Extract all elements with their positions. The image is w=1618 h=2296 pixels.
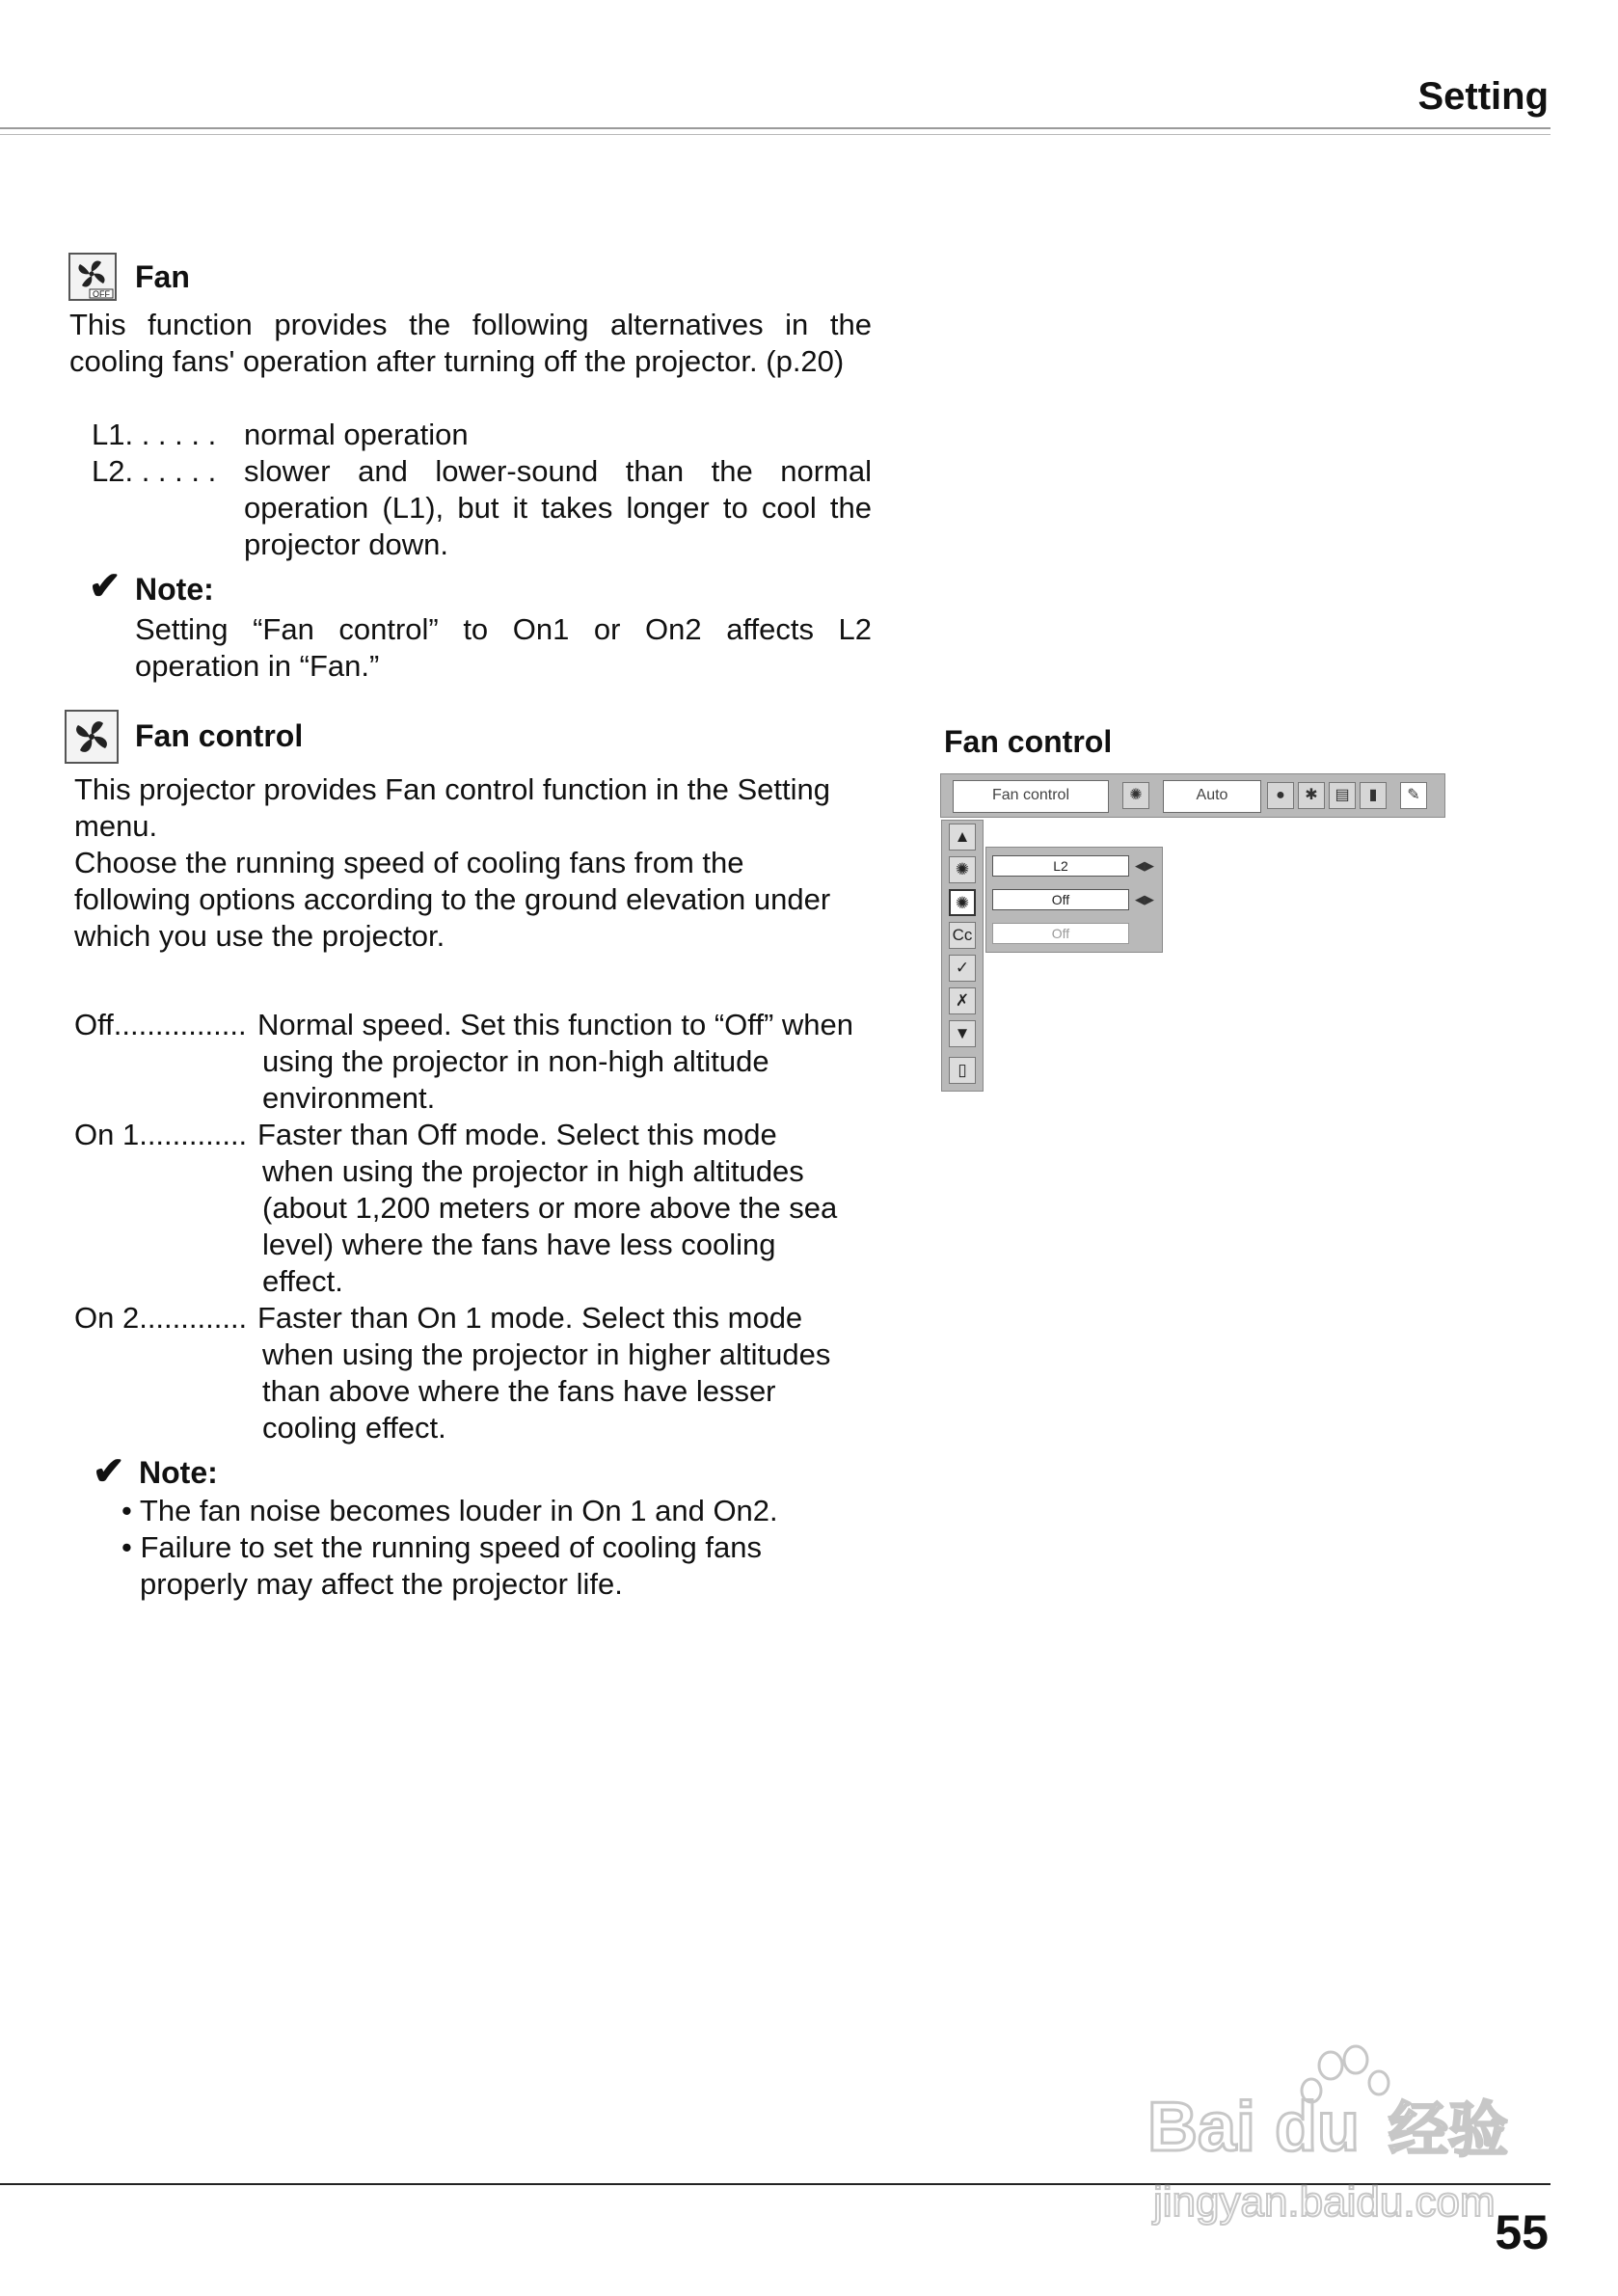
fan-control-note-bullet: • Failure to set the running speed of cooling fans bbox=[121, 1530, 762, 1564]
left-right-arrows-icon: ◀▶ bbox=[1135, 892, 1154, 906]
fan-option-key: L1. . . . . . bbox=[92, 418, 217, 451]
svg-text:Bai du: Bai du bbox=[1147, 2089, 1361, 2166]
fan-value-field: L2 bbox=[992, 855, 1129, 877]
scroll-up-icon: ▲ bbox=[949, 824, 976, 851]
fan-control-intro-line: following options according to the ground elevation under bbox=[74, 882, 831, 916]
left-right-arrows-icon: ◀▶ bbox=[1135, 858, 1154, 873]
menu-sidebar bbox=[941, 820, 984, 1092]
fan-control-menu-screenshot bbox=[940, 771, 1447, 1094]
svg-text:经验: 经验 bbox=[1389, 2094, 1509, 2165]
fan-control-intro-line: menu. bbox=[74, 809, 158, 843]
image-icon: ▤ bbox=[1329, 782, 1356, 809]
fan-option-text: normal operation bbox=[244, 418, 469, 451]
input-icon: ▮ bbox=[1360, 782, 1387, 809]
people-icon: ● bbox=[1267, 782, 1294, 809]
fan-control-option-text: Faster than Off mode. Select this mode bbox=[257, 1118, 777, 1151]
fan-control-note-bullet: • The fan noise becomes louder in On 1 and On2. bbox=[121, 1494, 778, 1527]
svg-text:jingyan.baidu.com: jingyan.baidu.com bbox=[1153, 2178, 1496, 2226]
fan-option-text: operation (L1), but it takes longer to cool the bbox=[244, 491, 872, 525]
fan-control-section-title: Fan control bbox=[135, 718, 304, 753]
disabled-value-field: Off bbox=[992, 923, 1129, 944]
fan-setting-icon: ✺ bbox=[1122, 782, 1149, 809]
fan-control-intro-line: which you use the projector. bbox=[74, 919, 445, 953]
exit-icon: ▯ bbox=[949, 1057, 976, 1084]
settings-icon: ✱ bbox=[1298, 782, 1325, 809]
fan-control-option-text: using the projector in non-high altitude bbox=[262, 1044, 769, 1078]
pencil-icon: ✎ bbox=[1400, 782, 1427, 809]
fan-off-icon: ✺ bbox=[949, 856, 976, 883]
fan-control-note-bullet: properly may affect the projector life. bbox=[140, 1567, 623, 1601]
svg-text:OFF: OFF bbox=[93, 289, 110, 299]
fan-option-text: slower and lower-sound than the normal bbox=[244, 454, 872, 488]
fan-option-text: projector down. bbox=[244, 527, 448, 561]
checkmark-icon: ✔ bbox=[93, 1450, 125, 1493]
fan-section-title: Fan bbox=[135, 259, 190, 294]
fan-control-option-text: cooling effect. bbox=[262, 1411, 446, 1445]
fan-control-option-text: than above where the fans have lesser bbox=[262, 1374, 776, 1408]
header-rule bbox=[0, 127, 1551, 129]
fan-icon: ✺ bbox=[949, 889, 976, 916]
fan-control-option-text: when using the projector in higher altitudes bbox=[262, 1337, 831, 1371]
repair-icon: ✗ bbox=[949, 987, 976, 1014]
fan-note-line: Setting “Fan control” to On1 or On2 affects L2 bbox=[135, 612, 872, 646]
fan-control-option-key: On 2............. bbox=[74, 1301, 248, 1335]
tools-icon: ✓ bbox=[949, 955, 976, 982]
fan-control-note-title: Note: bbox=[139, 1455, 218, 1490]
fan-option-key: L2. . . . . . bbox=[92, 454, 217, 488]
menu-subpanel bbox=[985, 847, 1163, 953]
page-header-title: Setting bbox=[1417, 75, 1549, 118]
fan-control-option-text: level) where the fans have less cooling bbox=[262, 1228, 776, 1261]
menu-title-field: Fan control bbox=[953, 780, 1109, 813]
header-rule-thin bbox=[0, 134, 1551, 135]
closed-caption-icon: Cc bbox=[949, 922, 976, 949]
baidu-watermark bbox=[1147, 2044, 1524, 2237]
fan-control-intro-line: This projector provides Fan control function in the Setting bbox=[74, 772, 831, 806]
menu-top-bar bbox=[940, 773, 1445, 818]
fan-intro-line-2: cooling fans' operation after turning off the projector. (p.20) bbox=[69, 344, 845, 378]
menu-value-field: Auto bbox=[1163, 780, 1261, 813]
fan-control-option-text: Faster than On 1 mode. Select this mode bbox=[257, 1301, 803, 1335]
menu-figure-caption: Fan control bbox=[944, 724, 1113, 759]
fan-control-option-text: when using the projector in high altitudes bbox=[262, 1154, 804, 1188]
scroll-down-icon: ▼ bbox=[949, 1020, 976, 1047]
fan-control-option-text: (about 1,200 meters or more above the sea bbox=[262, 1191, 838, 1225]
fan-note-line: operation in “Fan.” bbox=[135, 649, 380, 683]
fan-off-icon bbox=[68, 253, 117, 301]
fan-control-value-field: Off bbox=[992, 889, 1129, 910]
fan-intro-line-1: This function provides the following alternatives in the bbox=[69, 308, 872, 341]
fan-control-option-key: On 1............. bbox=[74, 1118, 248, 1151]
fan-control-option-key: Off................ bbox=[74, 1008, 247, 1041]
fan-control-option-text: effect. bbox=[262, 1264, 343, 1298]
page-number: 55 bbox=[1495, 2205, 1549, 2259]
checkmark-icon: ✔ bbox=[89, 565, 121, 608]
fan-icon bbox=[65, 710, 119, 764]
fan-control-option-text: Normal speed. Set this function to “Off” when bbox=[257, 1008, 854, 1041]
fan-control-option-text: environment. bbox=[262, 1081, 436, 1115]
fan-control-intro-line: Choose the running speed of cooling fans from the bbox=[74, 846, 744, 879]
fan-note-title: Note: bbox=[135, 572, 214, 607]
